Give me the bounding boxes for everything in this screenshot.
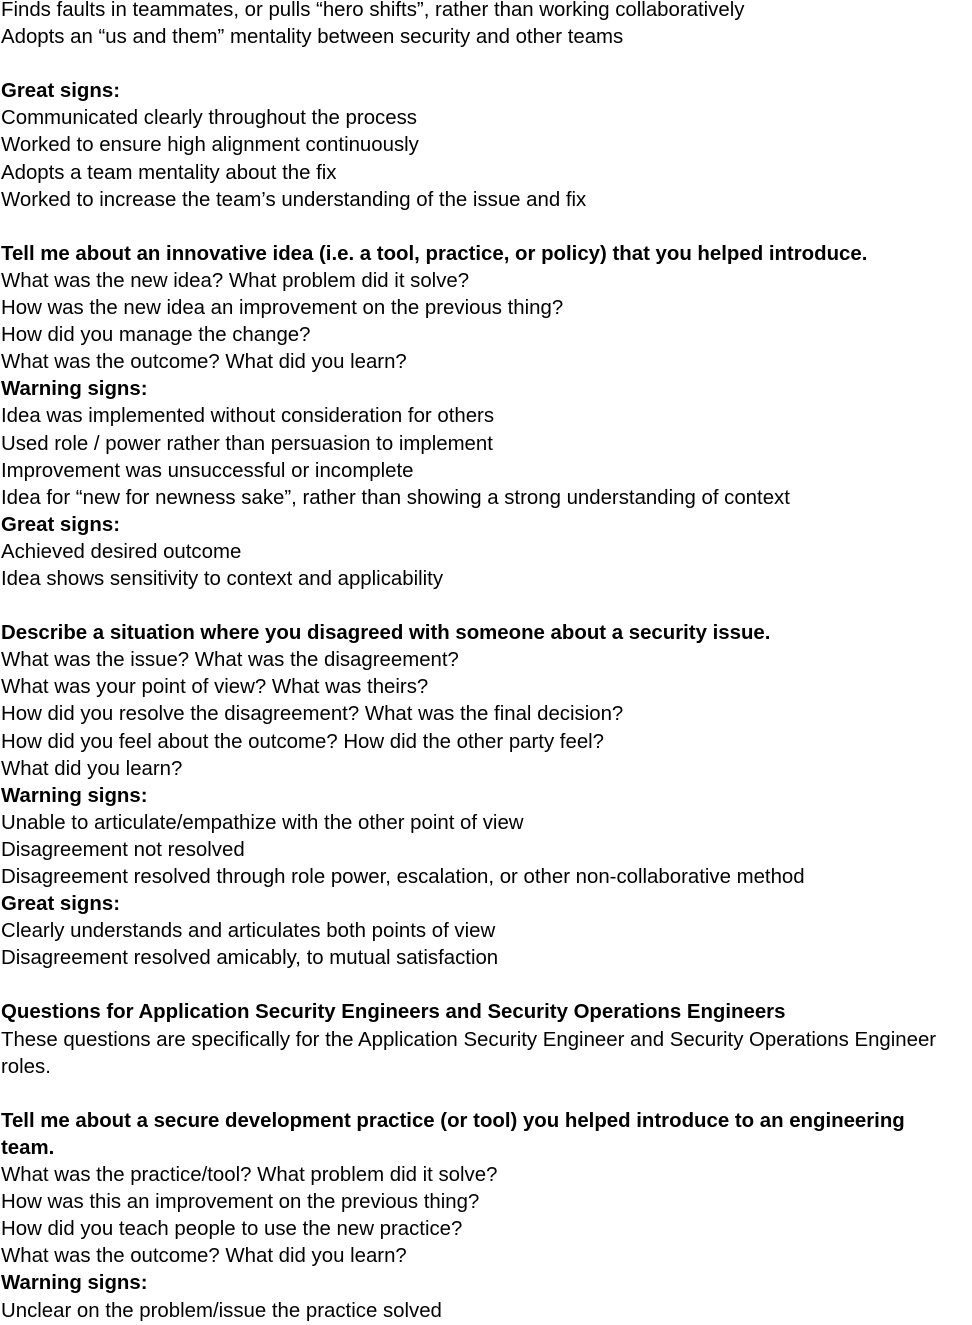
warning-sign: Idea for “new for newness sake”, rather than showing a strong understanding of context xyxy=(1,486,790,509)
section-heading: Questions for Application Security Engineers and Security Operations Engineers xyxy=(1,1001,786,1024)
warning-sign: Idea was implemented without consideration for others xyxy=(1,405,495,428)
section-intro: These questions are specifically for the Application Security Engineer and Security Operations Engineer roles. xyxy=(1,1028,937,1078)
paragraph-gap xyxy=(1,972,972,999)
warning-sign: Used role / power rather than persuasion to implement xyxy=(1,432,493,455)
question-prompt: What was the practice/tool? What problem did it solve? xyxy=(1,1164,498,1187)
section-secure-dev-practice xyxy=(1,1108,972,1325)
question-heading: Tell me about a secure development practice (or tool) you helped introduce to an engineering team. xyxy=(1,1109,905,1159)
great-signs-heading: Great signs: xyxy=(1,513,120,536)
question-prompt: How did you feel about the outcome? How did the other party feel? xyxy=(1,730,605,753)
question-prompt: How did you manage the change? xyxy=(1,324,311,347)
great-sign: Disagreement resolved amicably, to mutual satisfaction xyxy=(1,947,499,970)
paragraph-gap xyxy=(1,51,972,78)
question-prompt: How did you resolve the disagreement? What was the final decision? xyxy=(1,703,624,726)
question-prompt: What was your point of view? What was theirs? xyxy=(1,676,429,699)
question-prompt: What was the issue? What was the disagreement? xyxy=(1,649,459,672)
question-heading: Tell me about an innovative idea (i.e. a tool, practice, or policy) that you helped introduce. xyxy=(1,242,868,265)
great-sign: Communicated clearly throughout the process xyxy=(1,107,417,130)
question-prompt: How did you teach people to use the new practice? xyxy=(1,1218,463,1241)
warning-sign: Unable to articulate/empathize with the other point of view xyxy=(1,811,524,834)
warning-sign: Disagreement resolved through role power, escalation, or other non-collaborative method xyxy=(1,866,805,888)
question-prompt: What did you learn? xyxy=(1,757,183,780)
warning-signs-heading: Warning signs: xyxy=(1,1272,148,1295)
paragraph-gap xyxy=(1,1081,972,1108)
great-sign: Worked to ensure high alignment continuously xyxy=(1,134,419,157)
great-signs-heading: Great signs: xyxy=(1,80,120,103)
great-sign: Clearly understands and articulates both points of view xyxy=(1,920,496,943)
great-sign: Achieved desired outcome xyxy=(1,540,242,563)
warning-sign: Improvement was unsuccessful or incomplete xyxy=(1,459,414,482)
question-prompt: How was the new idea an improvement on the previous thing? xyxy=(1,297,564,320)
question-prompt: What was the outcome? What did you learn? xyxy=(1,1245,407,1268)
section-continued xyxy=(1,0,972,241)
question-prompt: What was the outcome? What did you learn? xyxy=(1,351,407,374)
question-heading: Describe a situation where you disagreed with someone about a security issue. xyxy=(1,622,771,645)
question-prompt: What was the new idea? What problem did it solve? xyxy=(1,269,470,292)
section-appsec-secops xyxy=(1,999,972,1107)
warning-sign: Disagreement not resolved xyxy=(1,838,245,861)
section-innovative-idea xyxy=(1,241,972,620)
great-signs-heading: Great signs: xyxy=(1,893,120,916)
section-disagreement xyxy=(1,620,972,999)
document-body xyxy=(1,0,972,1325)
warning-sign: Adopts an “us and them” mentality between security and other teams xyxy=(1,26,624,49)
paragraph-gap xyxy=(1,593,972,620)
paragraph-gap xyxy=(1,214,972,241)
warning-signs-heading: Warning signs: xyxy=(1,784,148,807)
warning-sign: Unclear on the problem/issue the practice solved xyxy=(1,1299,442,1322)
great-sign: Worked to increase the team’s understanding of the issue and fix xyxy=(1,188,587,211)
question-prompt: How was this an improvement on the previous thing? xyxy=(1,1191,480,1214)
warning-signs-heading: Warning signs: xyxy=(1,378,148,401)
great-sign: Idea shows sensitivity to context and applicability xyxy=(1,567,444,590)
great-sign: Adopts a team mentality about the fix xyxy=(1,161,337,184)
warning-sign: Finds faults in teammates, or pulls “hero shifts”, rather than working collaboratively xyxy=(1,0,745,21)
